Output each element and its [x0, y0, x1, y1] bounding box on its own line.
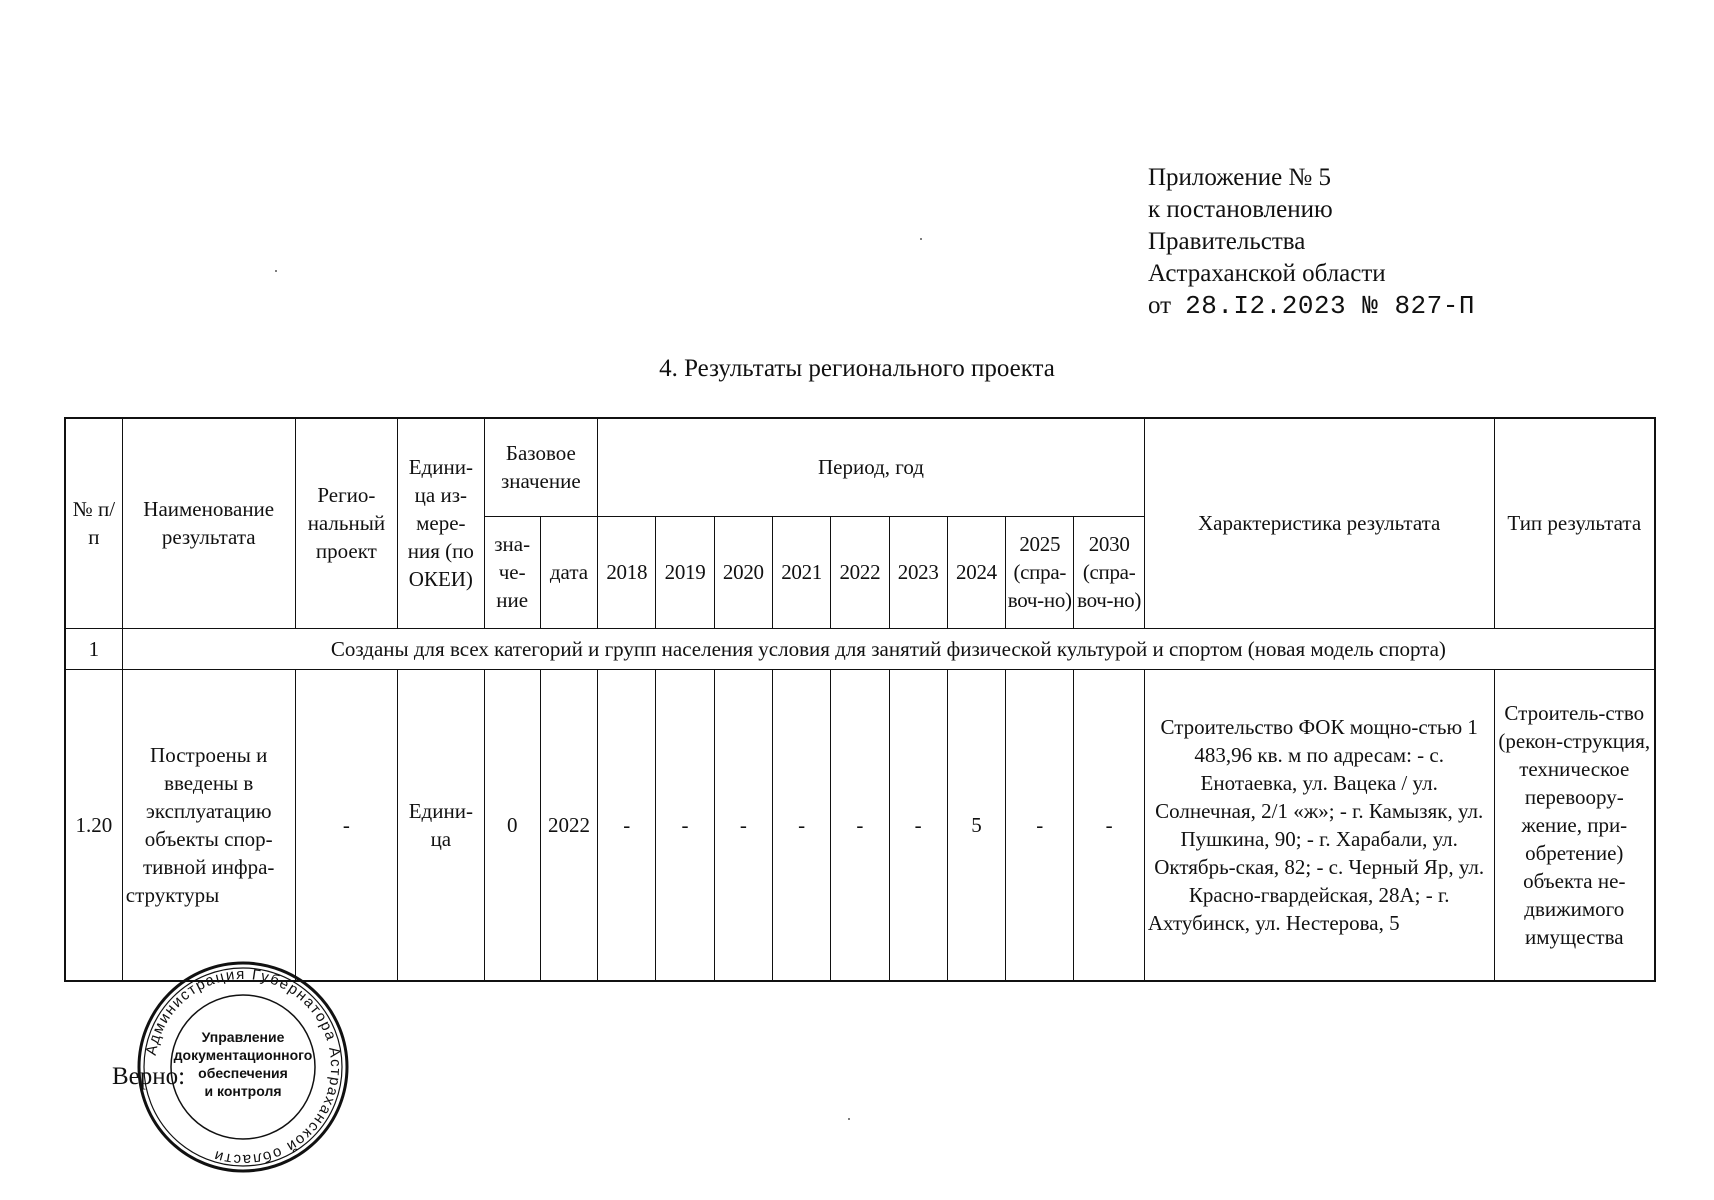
- appendix-line-3: Правительства: [1148, 228, 1306, 255]
- row-name: Построены и введены в эксплуатацию объекты спор-тивной инфра-структуры: [122, 669, 295, 981]
- date-prefix: от: [1148, 292, 1172, 319]
- scan-speck: [920, 238, 922, 240]
- seal-ring-text: Администрация Губернатора Астраханской области: [142, 965, 345, 1169]
- appendix-line-1: Приложение № 5: [1148, 164, 1332, 191]
- seal-center-line-3: обеспечения: [198, 1065, 288, 1081]
- header-base-date: дата: [540, 516, 597, 628]
- seal-center-line-1: Управление: [201, 1029, 285, 1045]
- row-base-date: 2022: [540, 669, 597, 981]
- section-row: [65, 628, 1655, 669]
- scan-speck: [275, 270, 277, 272]
- seal-center-line-4: и контроля: [204, 1083, 282, 1099]
- header-year-2021: 2021: [772, 516, 830, 628]
- header-period: Период, год: [598, 418, 1145, 516]
- scan-speck: [848, 1118, 850, 1120]
- row-year-2018: -: [598, 669, 656, 981]
- section-title: Созданы для всех категорий и групп населения условия для занятий физической культурой и спортом (новая модель спорта): [122, 628, 1655, 669]
- page-title: 4. Результаты регионального проекта: [659, 355, 1055, 382]
- header-unit: Едини-ца из-мере-ния (по ОКЕИ): [398, 418, 484, 628]
- appendix-line-4: Астраханской области: [1148, 260, 1386, 287]
- header-type: Тип результата: [1494, 418, 1655, 628]
- header-base: Базовое значение: [484, 418, 598, 516]
- seal-center-line-2: документационного: [173, 1047, 313, 1063]
- header-year-2018: 2018: [598, 516, 656, 628]
- row-base-value: 0: [484, 669, 540, 981]
- appendix-block: [1148, 162, 1475, 322]
- results-table: [64, 417, 1656, 982]
- header-year-2020: 2020: [714, 516, 772, 628]
- header-year-2019: 2019: [656, 516, 714, 628]
- row-num: 1.20: [65, 669, 122, 981]
- row-year-2030: -: [1074, 669, 1144, 981]
- header-regional: Регио-нальный проект: [295, 418, 398, 628]
- row-year-2025: -: [1006, 669, 1074, 981]
- header-year-2030: 2030 (спра-воч-но): [1074, 516, 1144, 628]
- row-year-2021: -: [772, 669, 830, 981]
- row-unit: Едини-ца: [398, 669, 484, 981]
- verno-label: Верно:: [112, 1063, 186, 1090]
- row-year-2020: -: [714, 669, 772, 981]
- header-characteristic: Характеристика результата: [1144, 418, 1494, 628]
- row-year-2019: -: [656, 669, 714, 981]
- header-year-2022: 2022: [831, 516, 889, 628]
- section-num: 1: [65, 628, 122, 669]
- row-type: Строитель-ство (рекон-струкция, техническое перевоору-жение, при-обретение) объекта не-движимого имущества: [1494, 669, 1655, 981]
- row-year-2024: 5: [947, 669, 1005, 981]
- header-name: Наименование результата: [122, 418, 295, 628]
- header-base-value: зна-че-ние: [484, 516, 540, 628]
- row-year-2022: -: [831, 669, 889, 981]
- header-num: № п/п: [65, 418, 122, 628]
- header-year-2024: 2024: [947, 516, 1005, 628]
- table-row: [65, 669, 1655, 981]
- row-regional: -: [295, 669, 398, 981]
- appendix-line-2: к постановлению: [1148, 196, 1333, 223]
- row-characteristic: Строительство ФОК мощно-стью 1 483,96 кв. м по адресам: - с. Енотаевка, ул. Вацека / ул. Солнечная, 2/1 «ж»; - г. Камызяк, ул. Пушкина, 90; - г. Харабали, ул. Октябрь-ская, 82; - с. Черный Яр, ул. Красно-гвардейская, 28А; - г. Ахтубинск, ул. Нестерова, 5: [1144, 669, 1494, 981]
- appendix-date-line: [1148, 290, 1475, 322]
- header-year-2025: 2025 (спра-воч-но): [1006, 516, 1074, 628]
- header-row-1: [65, 418, 1655, 516]
- row-year-2023: -: [889, 669, 947, 981]
- header-year-2023: 2023: [889, 516, 947, 628]
- resolution-reference: 28.I2.2023 № 827-П: [1185, 291, 1475, 321]
